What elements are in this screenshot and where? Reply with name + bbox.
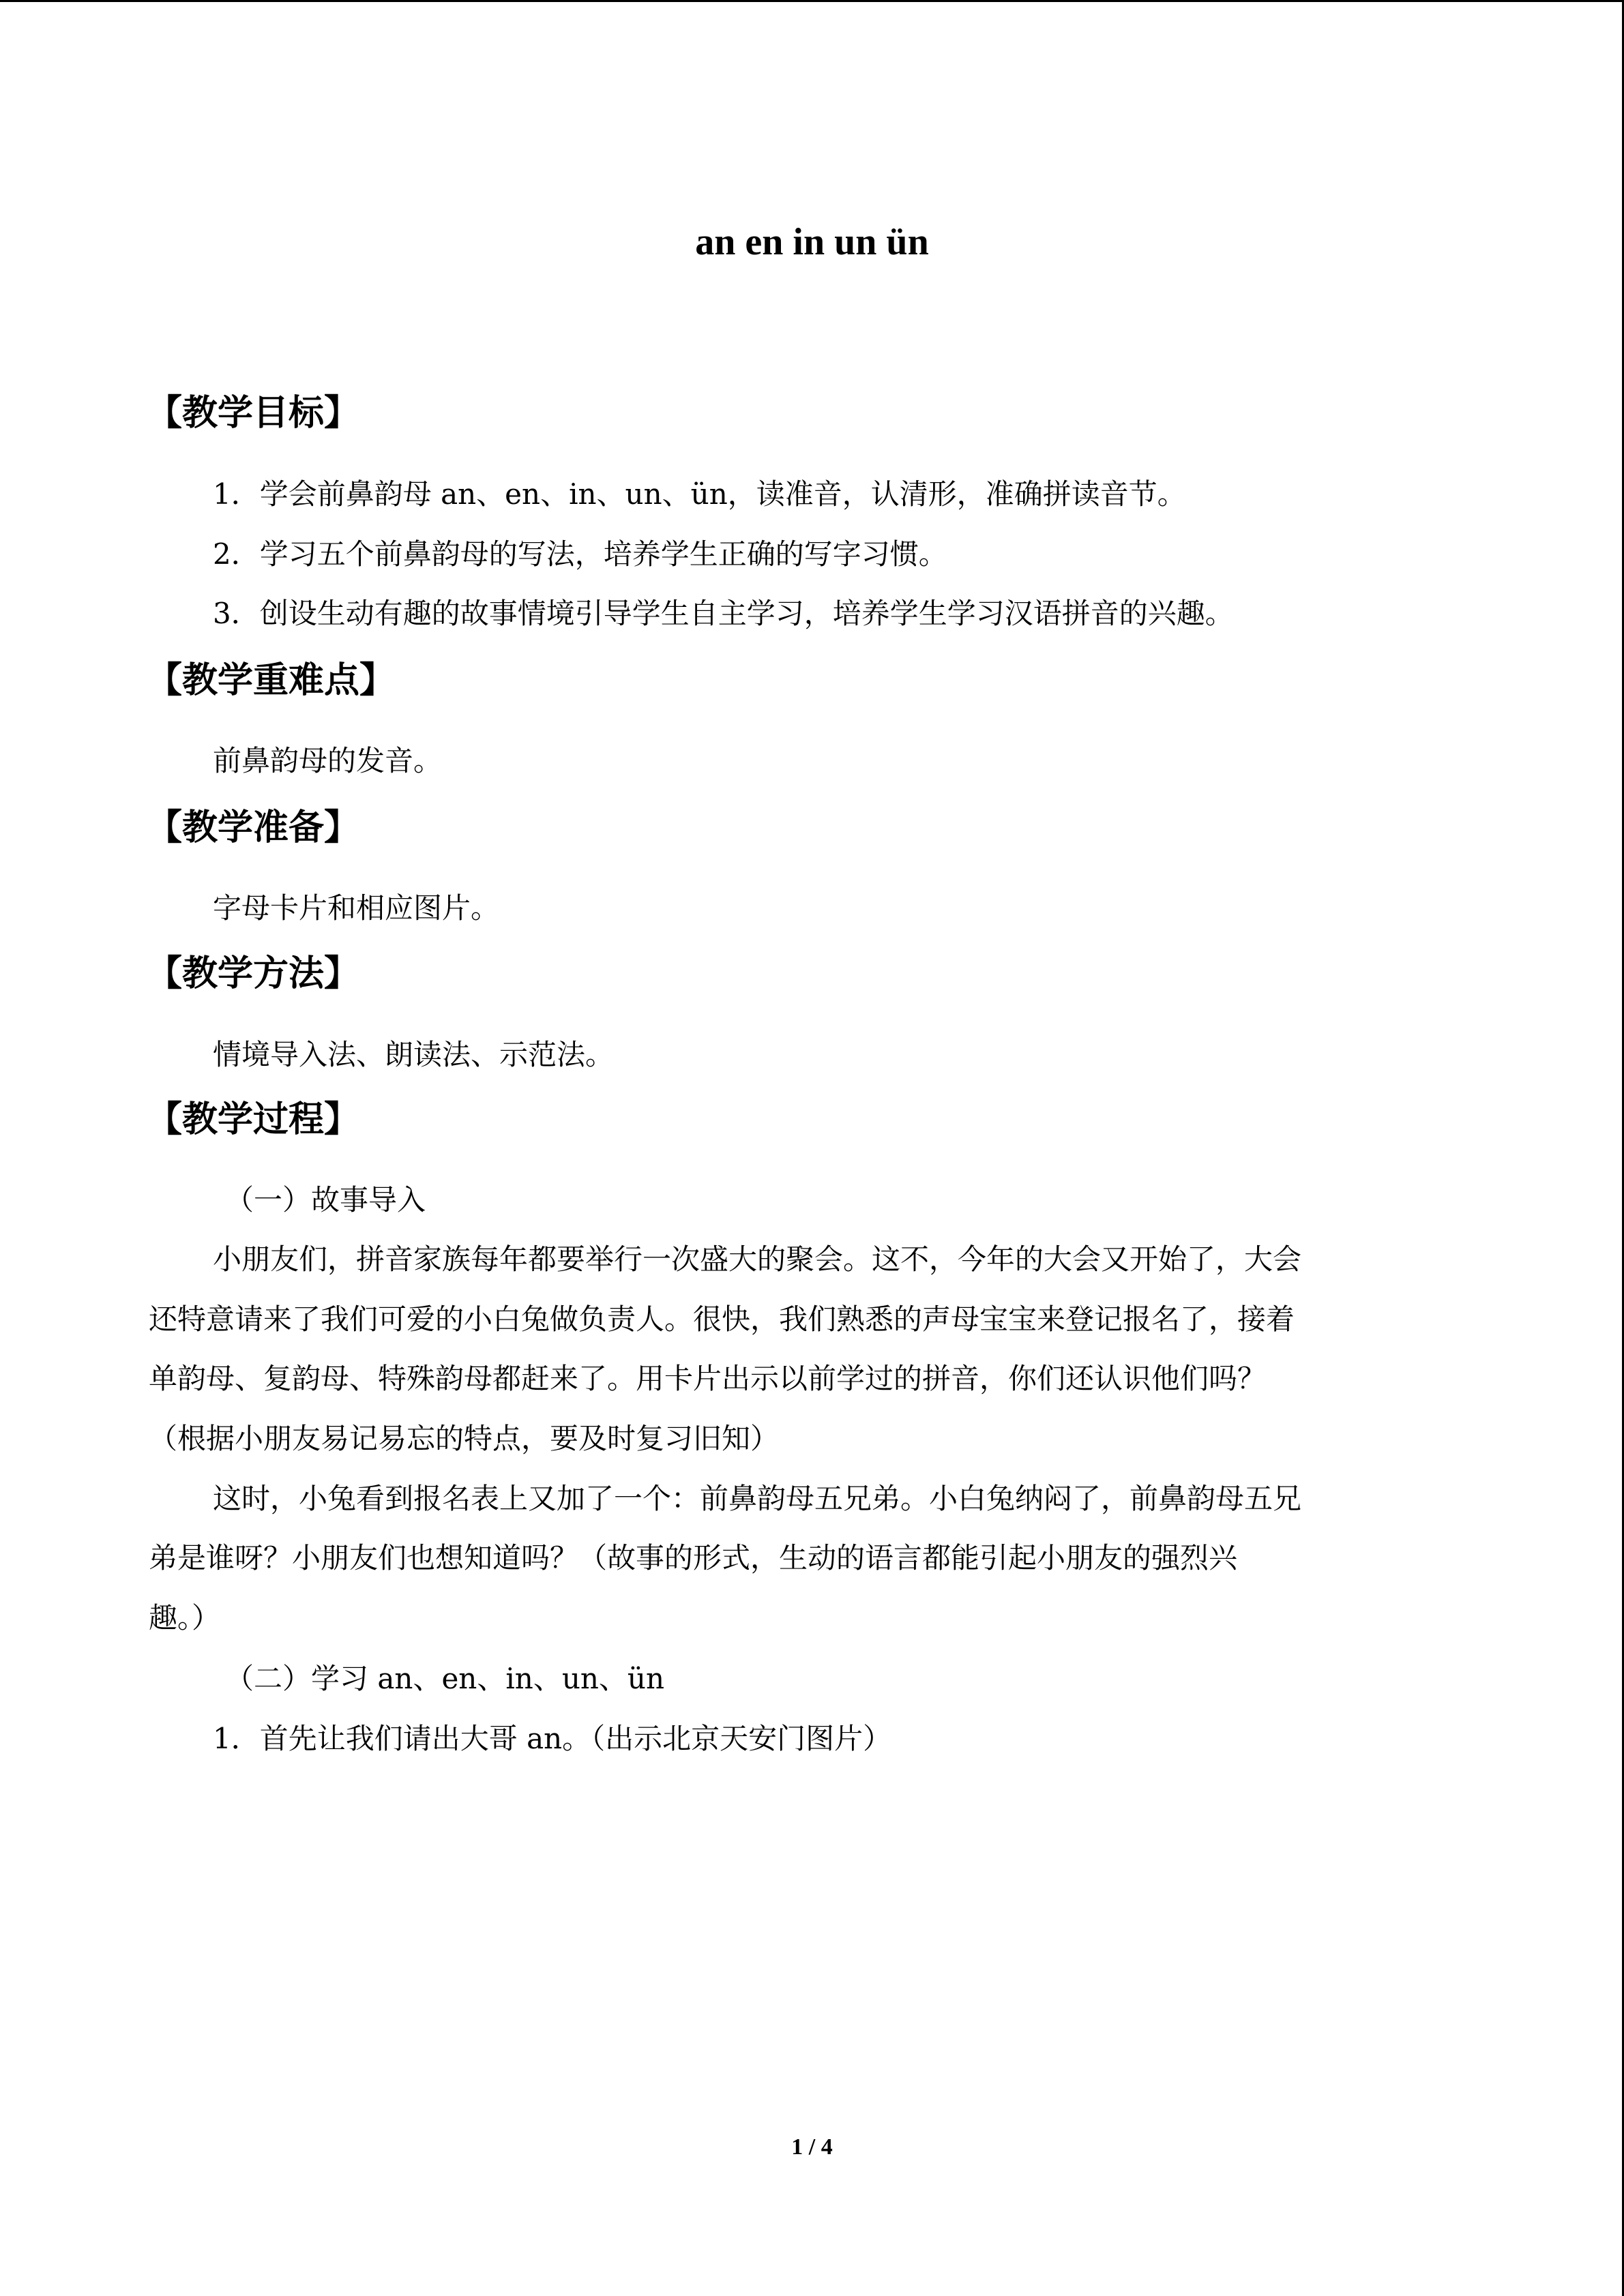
goal-item-3: 3．创设生动有趣的故事情境引导学生自主学习，培养学生学习汉语拼音的兴趣。 — [213, 597, 1234, 630]
section-1-title: （一）故事导入 — [225, 1183, 426, 1217]
key-points-text: 前鼻韵母的发音。 — [213, 744, 443, 777]
story-paragraph-1-line-2: 还特意请来了我们可爱的小白兔做负责人。很快，我们熟悉的声母宝宝来登记报名了，接着 — [149, 1302, 1295, 1336]
heading-preparation: 【教学准备】 — [147, 807, 360, 848]
story-paragraph-2-line-1: 这时，小兔看到报名表上又加了一个：前鼻韵母五兄弟。小白兔纳闷了，前鼻韵母五兄 — [213, 1482, 1302, 1515]
goal-item-1: 1．学会前鼻韵母 an、en、in、un、ün，读准音，认清形，准确拼读音节。 — [213, 477, 1186, 511]
heading-methods: 【教学方法】 — [147, 953, 360, 994]
goal-item-2: 2．学习五个前鼻韵母的写法，培养学生正确的写字习惯。 — [213, 537, 947, 571]
step-1-text: 1．首先让我们请出大哥 an。（出示北京天安门图片） — [213, 1722, 892, 1755]
story-paragraph-1-line-4: （根据小朋友易记易忘的特点，要及时复习旧知） — [149, 1422, 780, 1455]
page-number: 1 / 4 — [791, 2134, 833, 2160]
section-2-title: （二）学习 an、en、in、un、ün — [225, 1662, 665, 1695]
methods-text: 情境导入法、朗读法、示范法。 — [213, 1038, 615, 1071]
preparation-text: 字母卡片和相应图片。 — [213, 891, 500, 925]
heading-process: 【教学过程】 — [147, 1099, 360, 1140]
story-paragraph-1-line-1: 小朋友们，拼音家族每年都要举行一次盛大的聚会。这不，今年的大会又开始了，大会 — [213, 1242, 1302, 1276]
heading-key-points: 【教学重难点】 — [147, 660, 396, 701]
story-paragraph-1-line-3: 单韵母、复韵母、特殊韵母都赶来了。用卡片出示以前学过的拼音，你们还认识他们吗？ — [149, 1362, 1267, 1395]
story-paragraph-2-line-3: 趣。） — [149, 1601, 221, 1635]
document-title: an en in un ün — [695, 221, 929, 263]
story-paragraph-2-line-2: 弟是谁呀？小朋友们也想知道吗？（故事的形式，生动的语言都能引起小朋友的强烈兴 — [149, 1541, 1238, 1575]
heading-goals: 【教学目标】 — [147, 393, 360, 434]
